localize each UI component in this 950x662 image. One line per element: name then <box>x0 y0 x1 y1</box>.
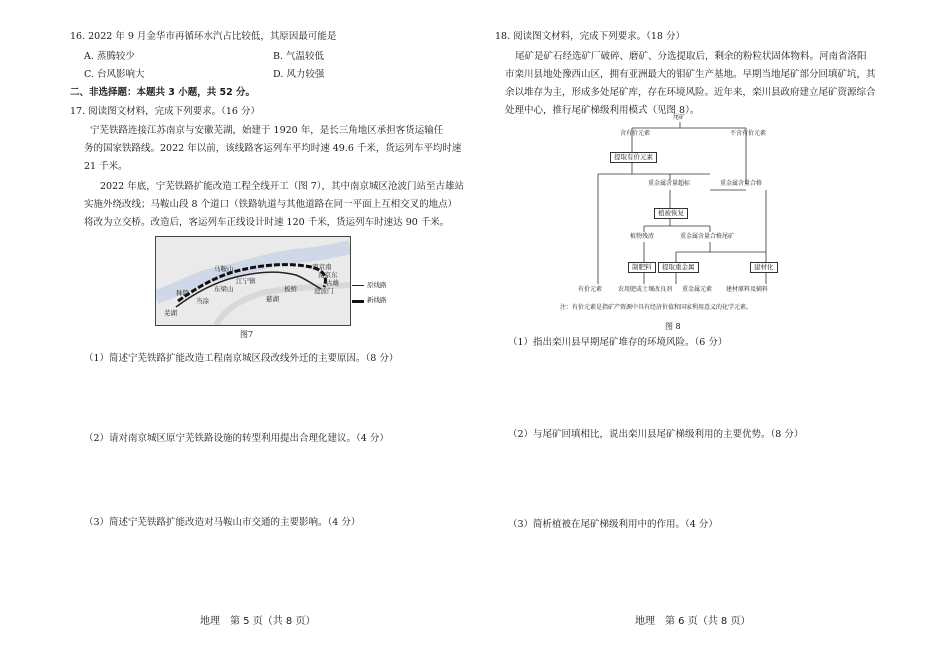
flow-without-valuable: 不含有价元素 <box>730 130 767 137</box>
q16-option-d[interactable]: D. 风力较强 <box>273 69 325 80</box>
q17-stem: 17. 阅读图文材料，完成下列要求。（16 分） <box>70 106 260 117</box>
map-label-cihu: 慈湖 <box>266 295 279 303</box>
flow-box-vegetation-restore: 植被恢复 <box>654 208 688 219</box>
map-legend <box>352 280 412 320</box>
flow-heavy-metal-ok: 重金属含量合格 <box>720 180 763 187</box>
flow-qualified-tailings: 重金属含量合格尾矿 <box>680 233 735 240</box>
map-label-guxiong: 古雄 <box>326 279 339 287</box>
q16-stem: 16. 2022 年 9 月金华市再循环水汽占比较低，其原因最可能是 <box>70 31 337 42</box>
map-label-nanjingdong: 南京东 <box>318 271 338 279</box>
q17-para1-line3: 21 千米。 <box>84 161 128 172</box>
q17-para2-line2: 实施外绕改线；马鞍山段 8 个道口（铁路轨道与其他道路在同一平面上互相交叉的地点） <box>84 199 458 210</box>
legend-old-line-swatch <box>352 285 364 286</box>
flow-box-extract-metal: 提取重金属 <box>658 262 699 273</box>
flow-box-building-material: 建材化 <box>750 262 778 273</box>
q16-option-c[interactable]: C. 台风影响大 <box>84 69 145 80</box>
q17-sub1: （1）简述宁芜铁路扩能改造工程南京城区段改线外迁的主要原因。（8 分） <box>84 353 399 364</box>
q17-para2-line3: 将改为立交桥。改造后，客运列车正线设计时速 120 千米，货运列车时速达 90 千米。 <box>84 217 450 228</box>
q16-option-a[interactable]: A. 蒸腾较少 <box>84 51 135 62</box>
q16-option-b[interactable]: B. 气温较低 <box>273 51 325 62</box>
legend-new-line-label: 新线路 <box>367 296 387 304</box>
map-label-nanjingnan: 南京南 <box>312 263 332 271</box>
map-label-maanshan: 马鞍山 <box>214 265 234 273</box>
legend-old-line-label: 原线路 <box>367 281 387 289</box>
railway-map <box>155 236 351 326</box>
flow-out-valuable: 有价元素 <box>578 286 603 293</box>
page-5-footer: 地理 第 5 页（共 8 页） <box>200 616 316 627</box>
q18-para-line4: 处理中心，推行尾矿梯级利用模式（见图 8）。 <box>505 105 700 116</box>
q18-stem: 18. 阅读图文材料，完成下列要求。（18 分） <box>495 31 685 42</box>
map-label-dongliangshan: 东梁山 <box>214 285 234 293</box>
flow-out-fertilizer: 农用肥或土壤改良剂 <box>618 286 673 293</box>
section-2-heading: 二、非选择题：本题共 3 小题，共 52 分。 <box>70 87 256 98</box>
q17-para1-line2: 务的国家铁路线。2022 年以前，该线路客运列车平均时速 49.6 千米，货运列车平均时速 <box>84 143 462 154</box>
q18-sub2: （2）与尾矿回填相比，说出栾川县尾矿梯级利用的主要优势。（8 分） <box>508 429 804 440</box>
flow-box-fertilizer: 制肥料 <box>628 262 656 273</box>
map-label-moling: 秣陵 <box>176 289 189 297</box>
legend-new-line-swatch <box>352 300 364 303</box>
q18-para-line3: 余以堆存为主，形成多处尾矿库，存在环境风险。近年来，栾川县政府建立尾矿资源综合 <box>505 87 876 98</box>
q18-sub3: （3）简析植被在尾矿梯级利用中的作用。（4 分） <box>508 519 718 530</box>
map-label-dangtu: 当涂 <box>196 297 209 305</box>
flow-box-extract-valuable: 提取有价元素 <box>610 152 657 163</box>
flow-plant-residue: 植物残渣 <box>630 233 655 240</box>
flow-with-valuable: 含有价元素 <box>620 130 651 137</box>
flow-heavy-metal-exceed: 重金属含量超标 <box>648 180 691 187</box>
q18-para-line2: 市栾川县地处豫西山区，拥有亚洲最大的钼矿生产基地。早期当地尾矿部分回填矿坑，其 <box>505 69 876 80</box>
page-6 <box>475 0 950 662</box>
flow-note: 注：有价元素是指矿产资源中具有经济价值和国家利用意义的化学元素。 <box>560 304 753 311</box>
q17-sub2: （2）请对南京城区原宁芜铁路设施的转型利用提出合理化建议。（4 分） <box>84 433 389 444</box>
q17-para2-line1: 2022 年底，宁芜铁路扩能改造工程全线开工（图 7），其中南京城区沧波门站至古雄站 <box>100 181 465 192</box>
figure-8-caption: 图 8 <box>665 322 681 331</box>
q17-para1-line1: 宁芜铁路连接江苏南京与安徽芜湖，始建于 1920 年，是长三角地区承担客货运输任 <box>90 125 444 136</box>
map-label-cangbomen: 沧波门 <box>314 287 334 295</box>
map-label-jiangning: 江宁镇 <box>236 277 256 285</box>
flow-out-heavy-metal: 重金属元素 <box>682 286 713 293</box>
q18-para-line1: 尾矿是矿石经选矿厂破碎、磨矿、分选提取后，剩余的粉粒状固体物料。河南省洛阳 <box>515 51 867 62</box>
figure-7-caption: 图7 <box>240 330 254 339</box>
flow-top-tailings: 尾矿 <box>673 114 686 121</box>
map-label-wuhu: 芜湖 <box>164 309 177 317</box>
map-label-banqiao: 板桥 <box>284 285 297 293</box>
page-6-footer: 地理 第 6 页（共 8 页） <box>635 616 751 627</box>
q18-sub1: （1）指出栾川县早期尾矿堆存的环境风险。（6 分） <box>508 337 728 348</box>
flow-out-building: 建材原料及辅料 <box>726 286 769 293</box>
q17-sub3: （3）简述宁芜铁路扩能改造对马鞍山市交通的主要影响。（4 分） <box>84 517 361 528</box>
tailings-flow-diagram <box>560 114 800 319</box>
